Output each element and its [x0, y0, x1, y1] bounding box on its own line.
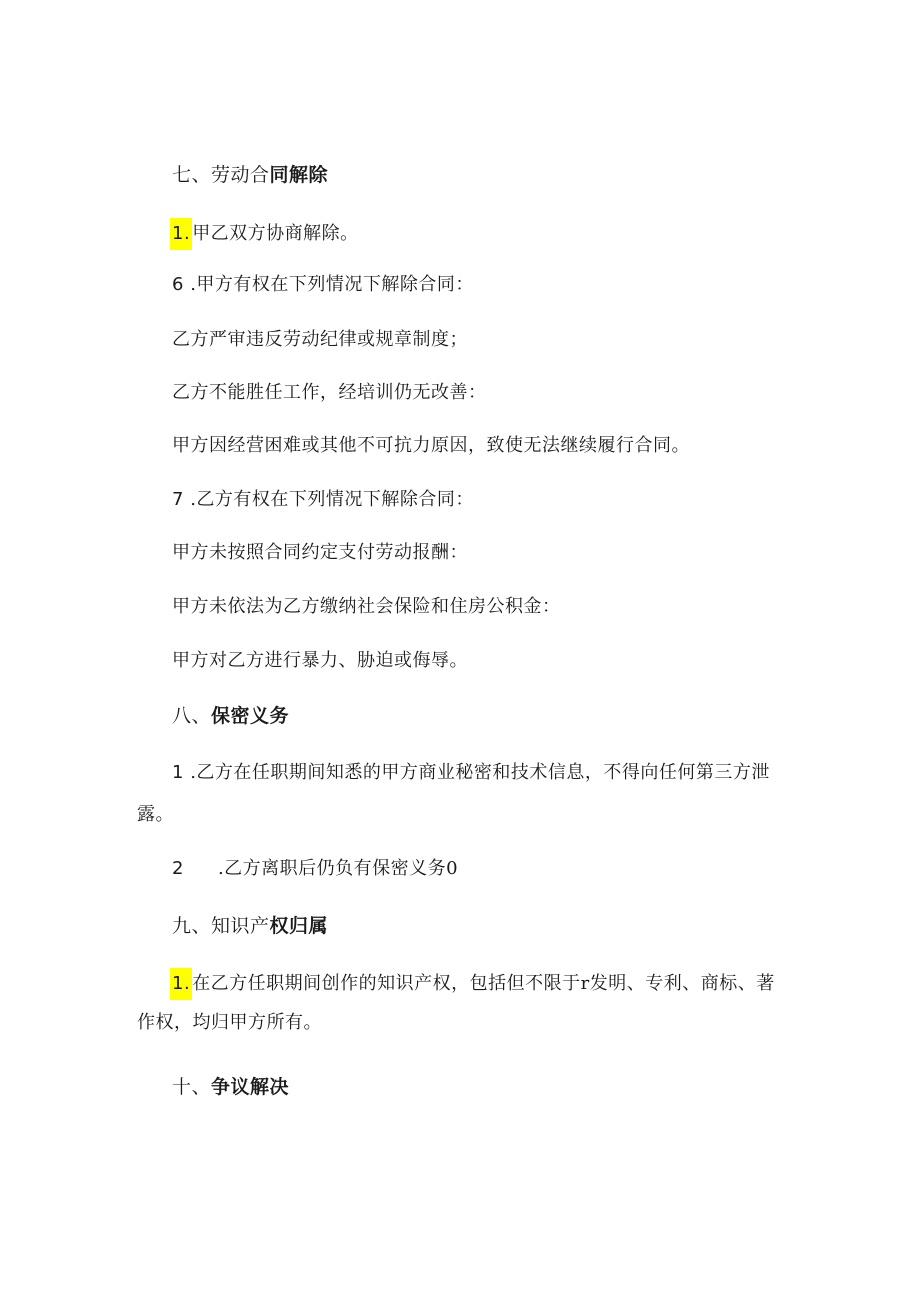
section-7-item-7-b: 甲方未依法为乙方缴纳社会保险和住房公积金：: [172, 596, 561, 617]
section-7-item-6-c: 甲方因经营困难或其他不可抗力原因，致使无法继续履行合同。: [172, 435, 690, 456]
item-text: .乙方有权在下列情况下解除合同：: [190, 489, 474, 510]
item-text: .甲方有权在下列情况下解除合同：: [190, 274, 474, 295]
section-7-item-7: [172, 488, 474, 512]
section-8-item-2: [172, 857, 458, 881]
section-9-heading-bold: 权归属: [269, 915, 329, 937]
section-10-heading: [172, 1075, 289, 1099]
section-9-item-1-continuation: 作权，均归甲方所有。: [137, 1012, 322, 1033]
section-8-item-1: [172, 761, 770, 785]
item-number-highlighted: 1.: [170, 218, 192, 250]
section-10-heading-plain: 十、: [172, 1076, 212, 1098]
item-text: 甲乙双方协商解除。: [192, 223, 359, 244]
section-9-heading: [172, 914, 328, 938]
section-9-heading-plain: 九、知识产: [172, 915, 270, 937]
item-number: 1: [172, 762, 184, 783]
item-text: .乙方在任职期间知悉的甲方商业秘密和技术信息，不得向任何第三方泄: [190, 762, 770, 783]
section-8-heading-plain: 八、: [172, 705, 212, 727]
section-10-heading-bold: 争议解决: [211, 1076, 290, 1098]
section-7-item-7-a: 甲方未按照合同约定支付劳动报酬：: [172, 542, 468, 563]
section-7-item-6-a: 乙方严审违反劳动纪律或规章制度；: [172, 329, 468, 350]
section-9-item-1: [172, 968, 775, 1000]
section-8-heading: [172, 704, 289, 728]
section-8-heading-bold: 保密义务: [211, 705, 290, 727]
item-text: 在乙方任职期间创作的知识产权，包括但不限于r发明、专利、商标、著: [192, 973, 775, 994]
section-7-heading-bold: 同解除: [269, 164, 329, 186]
item-number: 2: [172, 858, 184, 879]
item-number: 6: [172, 274, 184, 295]
section-7-item-7-c: 甲方对乙方进行暴力、胁迫或侮辱。: [172, 650, 468, 671]
section-7-heading: [172, 163, 328, 187]
item-text: .乙方离职后仍负有保密义务0: [217, 858, 459, 879]
item-number-highlighted: 1.: [170, 968, 192, 1000]
section-7-item-1: [172, 218, 359, 250]
section-8-item-1-continuation: 露。: [137, 804, 174, 825]
item-number: 7: [172, 489, 184, 510]
section-7-item-6-b: 乙方不能胜任工作，经培训仍无改善：: [172, 382, 487, 403]
section-7-item-6: [172, 273, 474, 297]
section-7-heading-plain: 七、劳动合: [172, 164, 270, 186]
